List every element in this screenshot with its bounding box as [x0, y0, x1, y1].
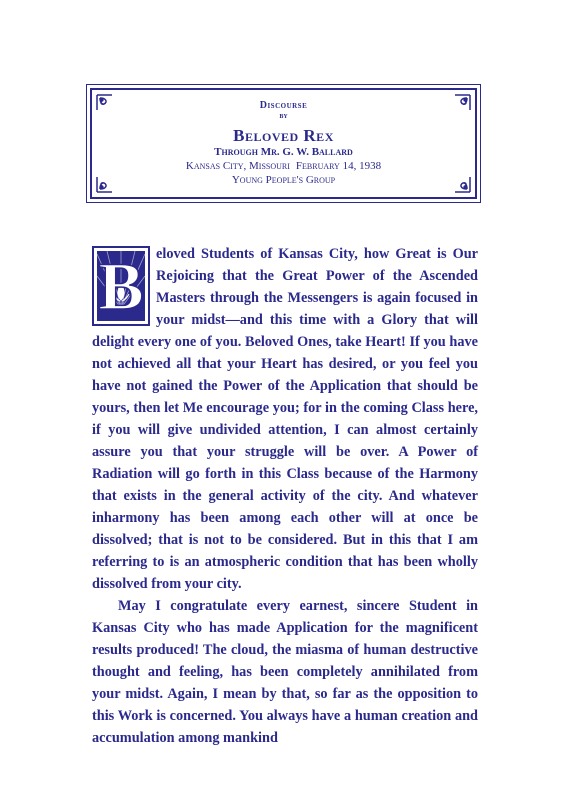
dropcap-ornament [92, 246, 150, 326]
place: Kansas City, Missouri [185, 159, 290, 172]
discourse-label: Discourse [259, 100, 308, 111]
date: February 14, 1938 [295, 159, 382, 172]
paragraph-1 [92, 243, 478, 595]
paragraph-1-text: eloved Students of Kansas City, how Great is Our Rejoicing that the Great Power of the Ascended Masters through the Messengers is again focused in your midst—and this time with a Glory that will delight every one of you. Beloved Ones, take Heart! If you have not achieved all that your Heart has desired, or you feel you have not gained the Power of the Application that should be yours, then let Me encourage you; for in the coming Class here, if you will give undivided attention, I can almost certainly assure you that your struggle will be over. A Power of Radiation will go forth in this Class because of the Harmony that exists in the general activity of the city. And whatever inharmony has been among each other will at once be dissolved; that is not to be considered. But in this that I am referring to is an atmospheric condition that has been wholly dissolved from your city. [92, 246, 478, 592]
corner-ornament-icon [447, 169, 473, 195]
paragraph-2: May I congratulate every earnest, sincere Student in Kansas City who has made Application for the magnificent results produced! The cloud, the miasma of human destructive thought and feeling, has been completely annihilated from your midst. Again, I mean by that, so far as the opposition to this Work is concerned. You always have a human creation and accumulation among mankind [92, 598, 478, 746]
corner-ornament-icon [447, 92, 473, 118]
corner-ornament-icon [94, 92, 120, 118]
discourse-header-box [90, 88, 477, 199]
speaker-name: Beloved Rex [233, 125, 334, 145]
place-date-line [92, 160, 475, 172]
discourse-body [92, 243, 478, 749]
dropcap-letter: B [98, 248, 144, 324]
group-label: Young People's Group [231, 173, 336, 186]
corner-ornament-icon [94, 169, 120, 195]
messenger-line: Through Mr. G. W. Ballard [214, 146, 353, 159]
by-label: by [279, 111, 288, 120]
